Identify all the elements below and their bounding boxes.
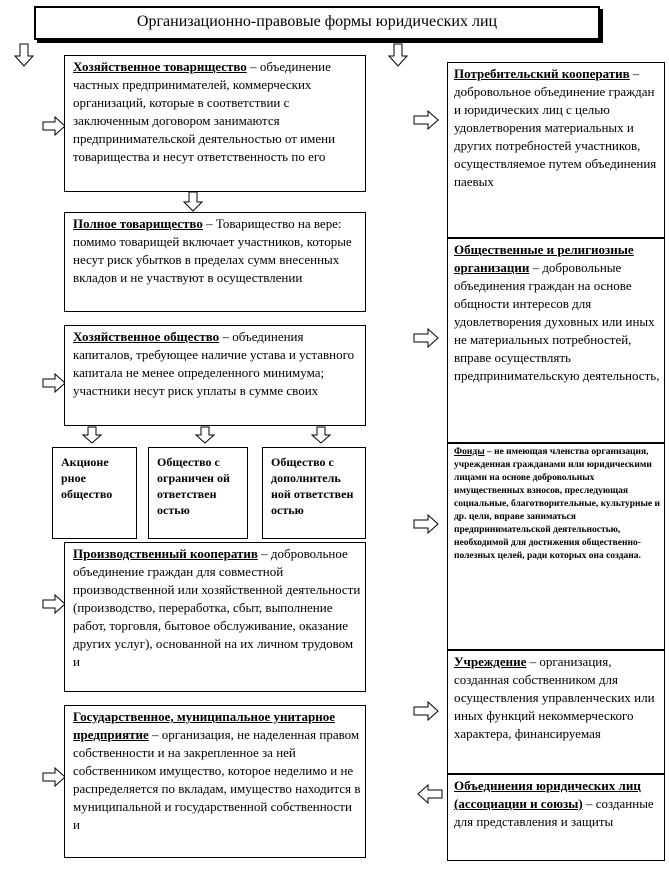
right-arrow-icon — [43, 595, 65, 613]
down-arrow-icon — [389, 44, 407, 66]
sub-joint-stock: Акционе рное общество — [52, 447, 137, 539]
right-arrow-icon — [414, 329, 438, 347]
box-associations: Объединения юридических лиц (ассоциации и союзы) – созданные для представления и защиты — [447, 774, 665, 861]
box-consumer-coop: Потребительский кооператив – добровольное объединение граждан и юридических лиц с целью удовлетворения материальных и других потребностей участников, осуществляемое путем объединения паевых — [447, 62, 665, 238]
box-unitary-enterprise: Государственное, муниципальное унитарное предприятие – организация, не наделенная правом собственности и на закрепленное за ней собственником имущество, которое неделимо и не распределяется по вкладам, имущество находится в муниципальной и государственной собственности и — [64, 705, 366, 858]
right-arrow-icon — [43, 117, 65, 135]
sub-alc: Общество с дополнитель ной ответствен остью — [262, 447, 366, 539]
right-arrow-icon — [414, 111, 438, 129]
down-arrow-icon — [15, 44, 33, 66]
box-production-coop: Производственный кооператив – добровольное объединение граждан для совместной производственной или хозяйственной деятельности (производство, переработка, сбыт, выполнение работ, торговля, бытовое обслуживание, оказание других услуг), основанной на их личном трудовом и — [64, 542, 366, 692]
left-arrow-icon — [418, 785, 442, 803]
box-economic-company: Хозяйственное общество – объединения капиталов, требующее наличие устава и уставного капитала не менее определенного минимума; участники несут риск уплаты в сумме своих — [64, 325, 366, 426]
down-arrow-icon — [312, 427, 330, 443]
right-arrow-icon — [43, 374, 65, 392]
sub-llc: Общество с ограничен ой ответствен остью — [148, 447, 248, 539]
box-full-partnership: Полное товарищество – Товарищество на вере: помимо товарищей включает участников, которые несут риск убытков в пределах сумм внесенных вкладов и не участвуют в осуществлении — [64, 212, 366, 312]
right-arrow-icon — [43, 768, 65, 786]
box-public-religious: Общественные и религиозные организации – добровольные объединения граждан на основе общности интересов для удовлетворения духовных или иных не материальных потребностей, вправе осуществлять предпринимательскую деятельность, — [447, 238, 665, 443]
down-arrow-icon — [83, 427, 101, 443]
box-funds: Фонды – не имеющая членства организация, учрежденная гражданами или юридическими лицами на основе добровольных имущественных взносов, преследующая социальные, благотворительные, культурные и др. цели, вправе заниматься предпринимательской деятельностью, необходимой для достижения общественно-полезных целей, ради которых она создана. — [447, 443, 665, 650]
down-arrow-icon — [196, 427, 214, 443]
box-institution: Учреждение – организация, созданная собственником для осуществления управленческих или иных функций некоммерческого характера, финансируемая — [447, 650, 665, 774]
right-arrow-icon — [414, 515, 438, 533]
box-economic-partnership: Хозяйственное товарищество – объединение частных предпринимателей, коммерческих организаций, которые в соответствии с заключенным договором занимаются предпринимательской деятельностью от имени товарищества и несут ответственность по его — [64, 55, 366, 192]
down-arrow-icon — [184, 192, 202, 211]
diagram-title: Организационно-правовые формы юридических лиц — [34, 6, 600, 40]
right-arrow-icon — [414, 702, 438, 720]
